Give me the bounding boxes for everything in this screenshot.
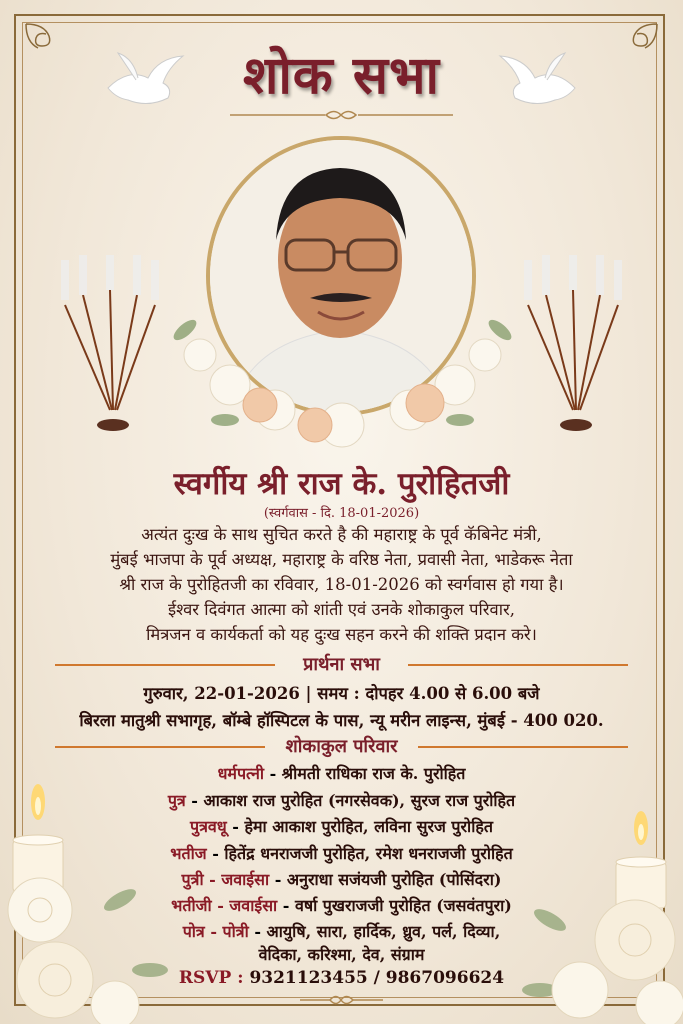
prayer-heading: प्रार्थना सभा — [303, 654, 380, 675]
family-heading: शोकाकुल परिवार — [285, 736, 398, 757]
rsvp-numbers: 9321123455 / 9867096624 — [249, 968, 505, 988]
roses-icon — [0, 860, 170, 1024]
prayer-venue: बिरला मातुश्री सभागृह, बॉम्बे हॉस्पिटल के पास, न्यू मरीन लाइन्स, मुंबई - 400 020. — [79, 711, 604, 730]
rsvp-label: RSVP — [178, 968, 232, 988]
message-line: ईश्वर दिवंगत आत्मा को शांती एवं उनके शोकाकुल परिवार, — [168, 600, 515, 619]
roses-icon — [520, 880, 683, 1024]
title-ornament-icon — [230, 108, 453, 122]
message-line: श्री राज के पुरोहितजी का रविवार, 18-01-2026 को स्वर्गवास हो गया है। — [119, 575, 564, 594]
family-members: आयुषि, सारा, हार्दिक, ध्रुव, पर्ल, दिव्या, — [266, 922, 501, 941]
family-relation: भतीज — [170, 844, 207, 863]
family-relation: पोत्र - पोत्री — [182, 922, 249, 941]
family-relation: धर्मपत्नी — [217, 764, 264, 783]
message-line: मुंबई भाजपा के पूर्व अध्यक्ष, महाराष्ट्र के वरिष्ठ नेता, प्रवासी नेता, भाडेकरू नेता — [110, 550, 573, 569]
message-line: अत्यंत दुःख के साथ सुचित करते है की महाराष्ट्र के पूर्व कॅबिनेट मंत्री, — [141, 525, 542, 544]
family-relation: भतीजी - जवाईसा — [171, 896, 278, 915]
family-members: आकाश राज पुरोहित (नगरसेवक), सुरज राज पुरोहित — [203, 791, 516, 810]
family-members: अनुराधा सजंयजी पुरोहित (पोसिंदरा) — [286, 870, 502, 889]
divider — [408, 664, 628, 666]
family-row: पुत्री - जवाईसा - अनुराधा सजंयजी पुरोहित (पोसिंदरा) — [181, 870, 502, 889]
condolence-message — [40, 522, 643, 647]
incense-sticks-icon — [55, 255, 165, 435]
family-relation: पुत्री - जवाईसा — [181, 870, 270, 889]
family-row: भतीज - हितेंद्र धनराजजी पुरोहित, रमेश धनराजजी पुरोहित — [170, 844, 513, 863]
family-row: पुत्रवधू - हेमा आकाश पुरोहित, लविना सुरज पुरोहित — [190, 817, 493, 836]
family-members: श्रीमती राधिका राज के. पुरोहित — [281, 764, 466, 783]
family-members: हेमा आकाश पुरोहित, लविना सुरज पुरोहित — [244, 817, 493, 836]
page-title: शोक सभा — [242, 45, 441, 106]
flower-garland-icon — [165, 300, 520, 450]
incense-sticks-icon — [518, 255, 628, 435]
message-line: मित्रजन व कार्यकर्ता को यह दुःख सहन करने की शक्ति प्रदान करे। — [146, 625, 537, 644]
prayer-time: गुरुवार, 22-01-2026 | समय : दोपहर 4.00 से 6.00 बजे — [143, 684, 540, 703]
family-members: वर्षा पुखराजजी पुरोहित (जसवंतपुरा) — [294, 896, 512, 915]
family-row: पोत्र - पोत्री - आयुषि, सारा, हार्दिक, ध्रुव, पर्ल, दिव्या, — [182, 922, 501, 941]
deceased-name: स्वर्गीय श्री राज के. पुरोहितजी — [173, 466, 510, 502]
bottom-ornament-icon — [300, 993, 383, 1007]
death-date: (स्वर्गवास - दि. 18-01-2026) — [263, 506, 420, 521]
family-members: हितेंद्र धनराजजी पुरोहित, रमेश धनराजजी पुरोहित — [224, 844, 513, 863]
family-row: भतीजी - जवाईसा - वर्षा पुखराजजी पुरोहित (जसवंतपुरा) — [171, 896, 512, 915]
family-relation: पुत्रवधू — [190, 817, 227, 836]
family-row: धर्मपत्नी - श्रीमती राधिका राज के. पुरोहित — [217, 764, 466, 783]
family-row: पुत्र - आकाश राज पुरोहित (नगरसेवक), सुरज राज पुरोहित — [167, 791, 516, 810]
divider — [418, 746, 628, 748]
family-relation: पुत्र — [167, 791, 186, 810]
rsvp: RSVP : 9321123455 / 9867096624 — [178, 968, 505, 988]
family-members: वेदिका, करिश्मा, देव, संग्राम — [258, 945, 425, 964]
